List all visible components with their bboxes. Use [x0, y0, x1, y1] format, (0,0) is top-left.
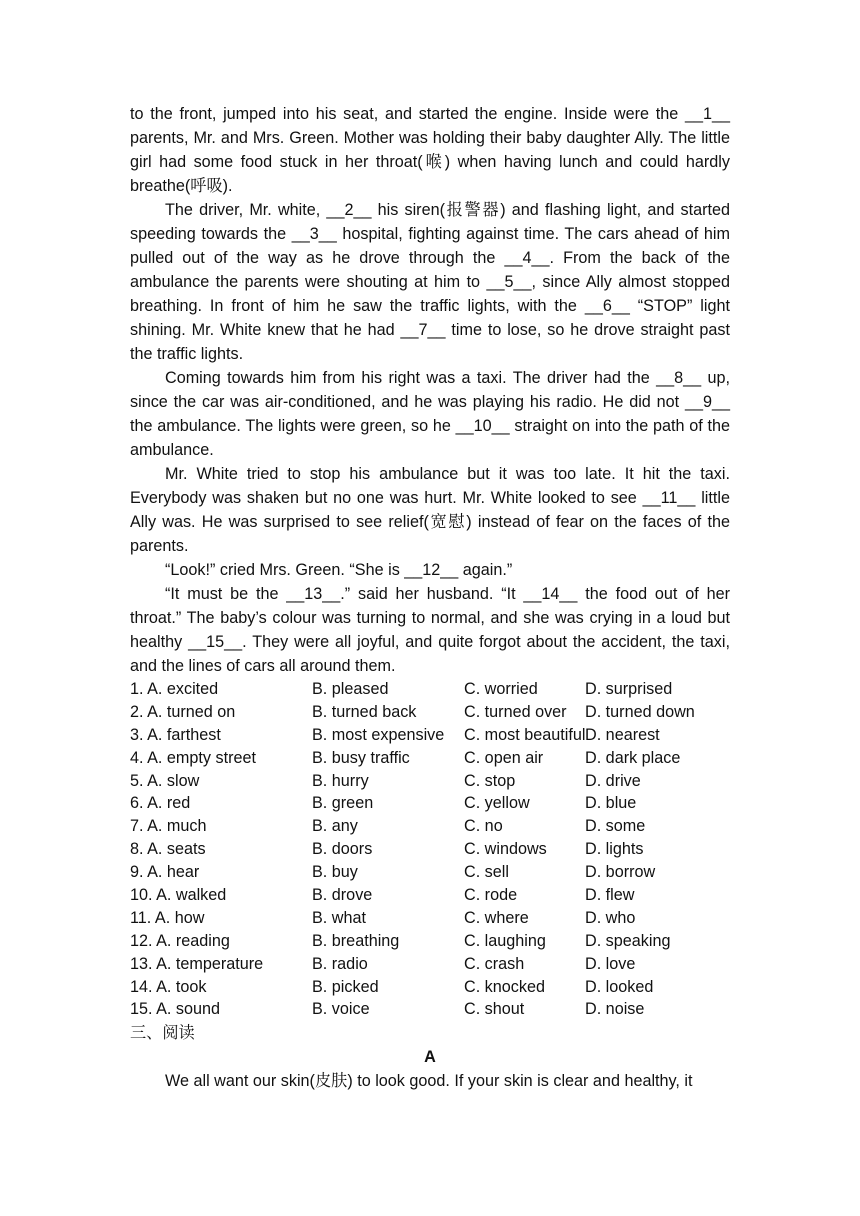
- option-d: D. turned down: [585, 702, 695, 721]
- option-c: C. worried: [464, 680, 538, 698]
- option-d: D. noise: [585, 1000, 645, 1019]
- option-a: 1. A. excited: [130, 680, 219, 698]
- option-a: 13. A. temperature: [130, 954, 264, 973]
- option-c: C. yellow: [464, 794, 530, 813]
- option-a: 8. A. seats: [130, 840, 206, 859]
- option-row: [130, 838, 730, 861]
- option-row: [130, 976, 730, 999]
- passage-paragraph-4: Mr. White tried to stop his ambulance but it was too late. It hit the taxi. Everybody was shaken but no one was hurt. Mr. White looked to see __11__ little Ally was. He was surprised to see relief(宽慰) instead of fear on the faces of the parents.: [130, 465, 730, 555]
- option-row: [130, 861, 730, 884]
- option-row: [130, 770, 730, 793]
- option-c: C. turned over: [464, 702, 567, 721]
- option-a: 9. A. hear: [130, 863, 200, 882]
- option-row: [130, 930, 730, 953]
- answer-options: [130, 678, 730, 1021]
- option-b: B. drove: [312, 886, 373, 905]
- option-d: D. surprised: [585, 680, 673, 698]
- option-d: D. looked: [585, 977, 654, 996]
- option-a: 12. A. reading: [130, 931, 230, 950]
- option-row: [130, 747, 730, 770]
- option-b: B. buy: [312, 863, 358, 882]
- option-row: [130, 998, 730, 1021]
- option-c: C. stop: [464, 771, 516, 790]
- option-c: C. sell: [464, 863, 509, 882]
- option-b: B. what: [312, 908, 366, 927]
- option-d: D. nearest: [585, 725, 660, 744]
- option-b: B. radio: [312, 954, 368, 973]
- option-c: C. most beautiful: [464, 725, 586, 744]
- option-row: [130, 907, 730, 930]
- option-b: B. pleased: [312, 680, 389, 698]
- option-d: D. who: [585, 908, 636, 927]
- option-row: [130, 884, 730, 907]
- option-c: C. knocked: [464, 977, 545, 996]
- option-a: 5. A. slow: [130, 771, 200, 790]
- option-a: 2. A. turned on: [130, 702, 236, 721]
- reading-title: A: [424, 1048, 436, 1067]
- passage-paragraph-2: The driver, Mr. white, __2__ his siren(报警器) and flashing light, and started speeding towards the __3__ hospital, fighting against time. The cars ahead of him pulled out of the way as he drove through the __4__. From the back of the ambulance the parents were shouting at him to __5__, since Ally almost stopped breathing. In front of him he saw the traffic lights, with the __6__ “STOP” light shining. Mr. White knew that he had __7__ time to lose, so he drove straight past the traffic lights.: [130, 201, 730, 363]
- option-d: D. borrow: [585, 863, 656, 882]
- option-row: [130, 815, 730, 838]
- option-d: D. blue: [585, 794, 637, 813]
- option-d: D. lights: [585, 840, 644, 859]
- passage-paragraph-5: “Look!” cried Mrs. Green. “She is __12__ again.”: [165, 561, 513, 579]
- option-row: [130, 701, 730, 724]
- option-b: B. any: [312, 817, 358, 836]
- option-b: B. most expensive: [312, 725, 445, 744]
- option-b: B. picked: [312, 977, 379, 996]
- option-a: 10. A. walked: [130, 886, 227, 905]
- option-a: 4. A. empty street: [130, 748, 256, 767]
- option-a: 15. A. sound: [130, 1000, 221, 1019]
- option-a: 11. A. how: [130, 908, 205, 927]
- option-c: C. rode: [464, 886, 518, 905]
- option-row: [130, 678, 730, 701]
- option-row: [130, 724, 730, 747]
- option-d: D. love: [585, 954, 636, 973]
- option-d: D. drive: [585, 771, 641, 790]
- passage-paragraph-3: Coming towards him from his right was a taxi. The driver had the __8__ up, since the car was air-conditioned, and he was playing his radio. He did not __9__ the ambulance. The lights were green, so he __10__ straight on into the path of the ambulance.: [130, 369, 730, 459]
- option-c: C. windows: [464, 840, 547, 859]
- option-a: 7. A. much: [130, 817, 207, 836]
- option-row: [130, 792, 730, 815]
- option-d: D. dark place: [585, 748, 681, 767]
- passage-paragraph-6: “It must be the __13__.” said her husband. “It __14__ the food out of her throat.” The baby’s colour was turning to normal, and she was crying in a loud but healthy __15__. They were all joyful, and quite forgot about the accident, the taxi, and the lines of cars all around them.: [130, 585, 730, 675]
- document-page: [130, 102, 730, 1093]
- option-b: B. busy traffic: [312, 748, 410, 767]
- option-b: B. hurry: [312, 771, 369, 790]
- option-b: B. green: [312, 794, 374, 813]
- option-d: D. flew: [585, 886, 635, 905]
- option-c: C. where: [464, 908, 529, 927]
- option-c: C. laughing: [464, 931, 546, 950]
- option-c: C. no: [464, 817, 503, 836]
- option-c: C. shout: [464, 1000, 525, 1019]
- option-c: C. crash: [464, 954, 525, 973]
- option-c: C. open air: [464, 748, 544, 767]
- option-a: 3. A. farthest: [130, 725, 221, 744]
- option-row: [130, 953, 730, 976]
- section-heading: 三、阅读: [130, 1024, 195, 1043]
- option-b: B. doors: [312, 840, 373, 859]
- option-a: 14. A. took: [130, 977, 207, 996]
- reading-first-line: We all want our skin(皮肤) to look good. If your skin is clear and healthy, it: [165, 1072, 693, 1091]
- option-b: B. voice: [312, 1000, 370, 1019]
- option-a: 6. A. red: [130, 794, 191, 813]
- passage-paragraph-1: to the front, jumped into his seat, and started the engine. Inside were the __1__ parents, Mr. and Mrs. Green. Mother was holding their baby daughter Ally. The little girl had some food stuck in her throat(喉) when having lunch and could hardly breathe(呼吸).: [130, 105, 730, 195]
- option-d: D. speaking: [585, 931, 671, 950]
- option-b: B. breathing: [312, 931, 400, 950]
- option-d: D. some: [585, 817, 646, 836]
- option-b: B. turned back: [312, 702, 417, 721]
